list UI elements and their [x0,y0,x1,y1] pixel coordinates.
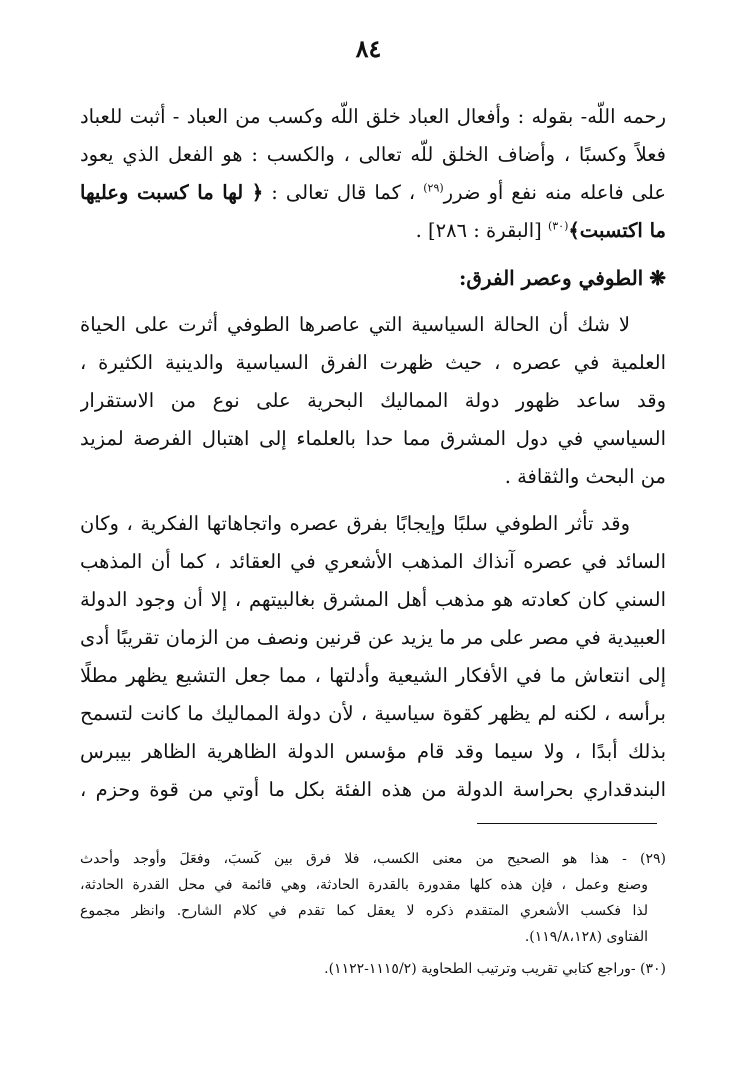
footnote-29-line: (٢٩) - هذا هو الصحيح من معنى الكسب، فلا فرق بين كَسبَ، وفعَلَ وأوجد وأحدث [80,851,666,867]
star-bullet-icon: ❋ [649,266,666,290]
text-segment: ، كما قال تعالى : [271,181,416,204]
quran-verse-end: ما اكتسبت﴾ [568,219,666,242]
paragraph-2 [80,306,666,496]
text-line: من البحث والثقافة . [504,465,666,488]
text-line: السياسي في دول المشرق مما حدا بالعلماء إلى اهتبال الفرصة لمزيد [80,427,666,450]
text-line: لا شك أن الحالة السياسية التي عاصرها الطوفي أثرت على الحياة [80,313,630,336]
section-heading-text: الطوفي وعصر الفرق: [459,266,644,290]
footnote-divider [477,823,657,824]
text-line: السني كان كعادته هو مذهب أهل المشرق بغالبيتهم ، إلا أن وجود الدولة [80,588,666,611]
section-heading [80,258,666,298]
footnote-29-line: الفتاوى (١١٩/٨،١٢٨). [524,929,648,945]
text-line: العلمية في عصره ، حيث ظهرت الفرق السياسية والدينية الكثيرة ، [80,351,666,374]
text-line [80,174,666,212]
footnote-ref-29[interactable]: (٢٩) [423,181,444,195]
footnote-29-line: وصنع وعمل ، فإن هذه كلها مقدورة بالقدرة الحادثة، وهي قائمة في محل القدرة الحادثة، [80,877,648,893]
footnote-29-line: لذا فكسب الأشعري المتقدم ذكره لا يعقل كما تقدم في كلام الشارح. وانظر مجموع [80,903,648,919]
text-segment: على فاعله منه نفع أو ضرر [443,181,666,204]
text-line: إلى انتعاش ما في الأفكار الشيعية وأدلتها ، مما جعل التشيع يظهر مطلًا [80,664,666,687]
text-line: وقد ساعد ظهور دولة المماليك البحرية على نوع من الاستقرار [80,389,666,412]
text-line: فعلاً وكسبًا ، وأضاف الخلق للّه تعالى ، والكسب : هو الفعل الذي يعود [80,143,666,166]
footnotes [80,846,666,982]
text-line [80,212,666,250]
text-line: برأسه ، لكنه لم يظهر كقوة سياسية ، لأن دولة المماليك ما كانت لتسمح [80,702,666,725]
page-number: ٨٤ [355,34,382,63]
verse-reference: [البقرة : ٢٨٦] . [415,219,542,242]
text-line: السائد في عصره آنذاك المذهب الأشعري في العقائد ، كما أن المذهب [80,550,666,573]
footnote-30: (٣٠) -وراجع كتابي تقريب وترتيب الطحاوية (١١١٥/٢-١١٢٢). [324,961,666,977]
footnote-ref-30[interactable]: (٣٠) [547,219,569,233]
text-line: وقد تأثر الطوفي سلبًا وإيجابًا بفرق عصره واتجاهاتها الفكرية ، وكان [80,512,630,535]
paragraph-1 [80,98,666,250]
text-line: رحمه اللّه- بقوله : وأفعال العباد خلق اللّه وكسب من العباد - أثبت للعباد [80,105,666,128]
text-line: العبيدية في مصر على مر ما يزيد عن قرنين ونصف من الزمان تقريبًا أدى [80,626,666,649]
quran-verse: ﴿ لها ما كسبت وعليها [80,181,264,204]
text-line: البندقداري بحراسة الدولة من هذه الفئة بكل ما أوتي من قوة وحزم ، [80,778,666,801]
text-line: بذلك أبدًا ، ولا سيما وقد قام مؤسس الدولة الظاهرية الظاهر بيبرس [80,740,666,763]
paragraph-3 [80,505,666,809]
